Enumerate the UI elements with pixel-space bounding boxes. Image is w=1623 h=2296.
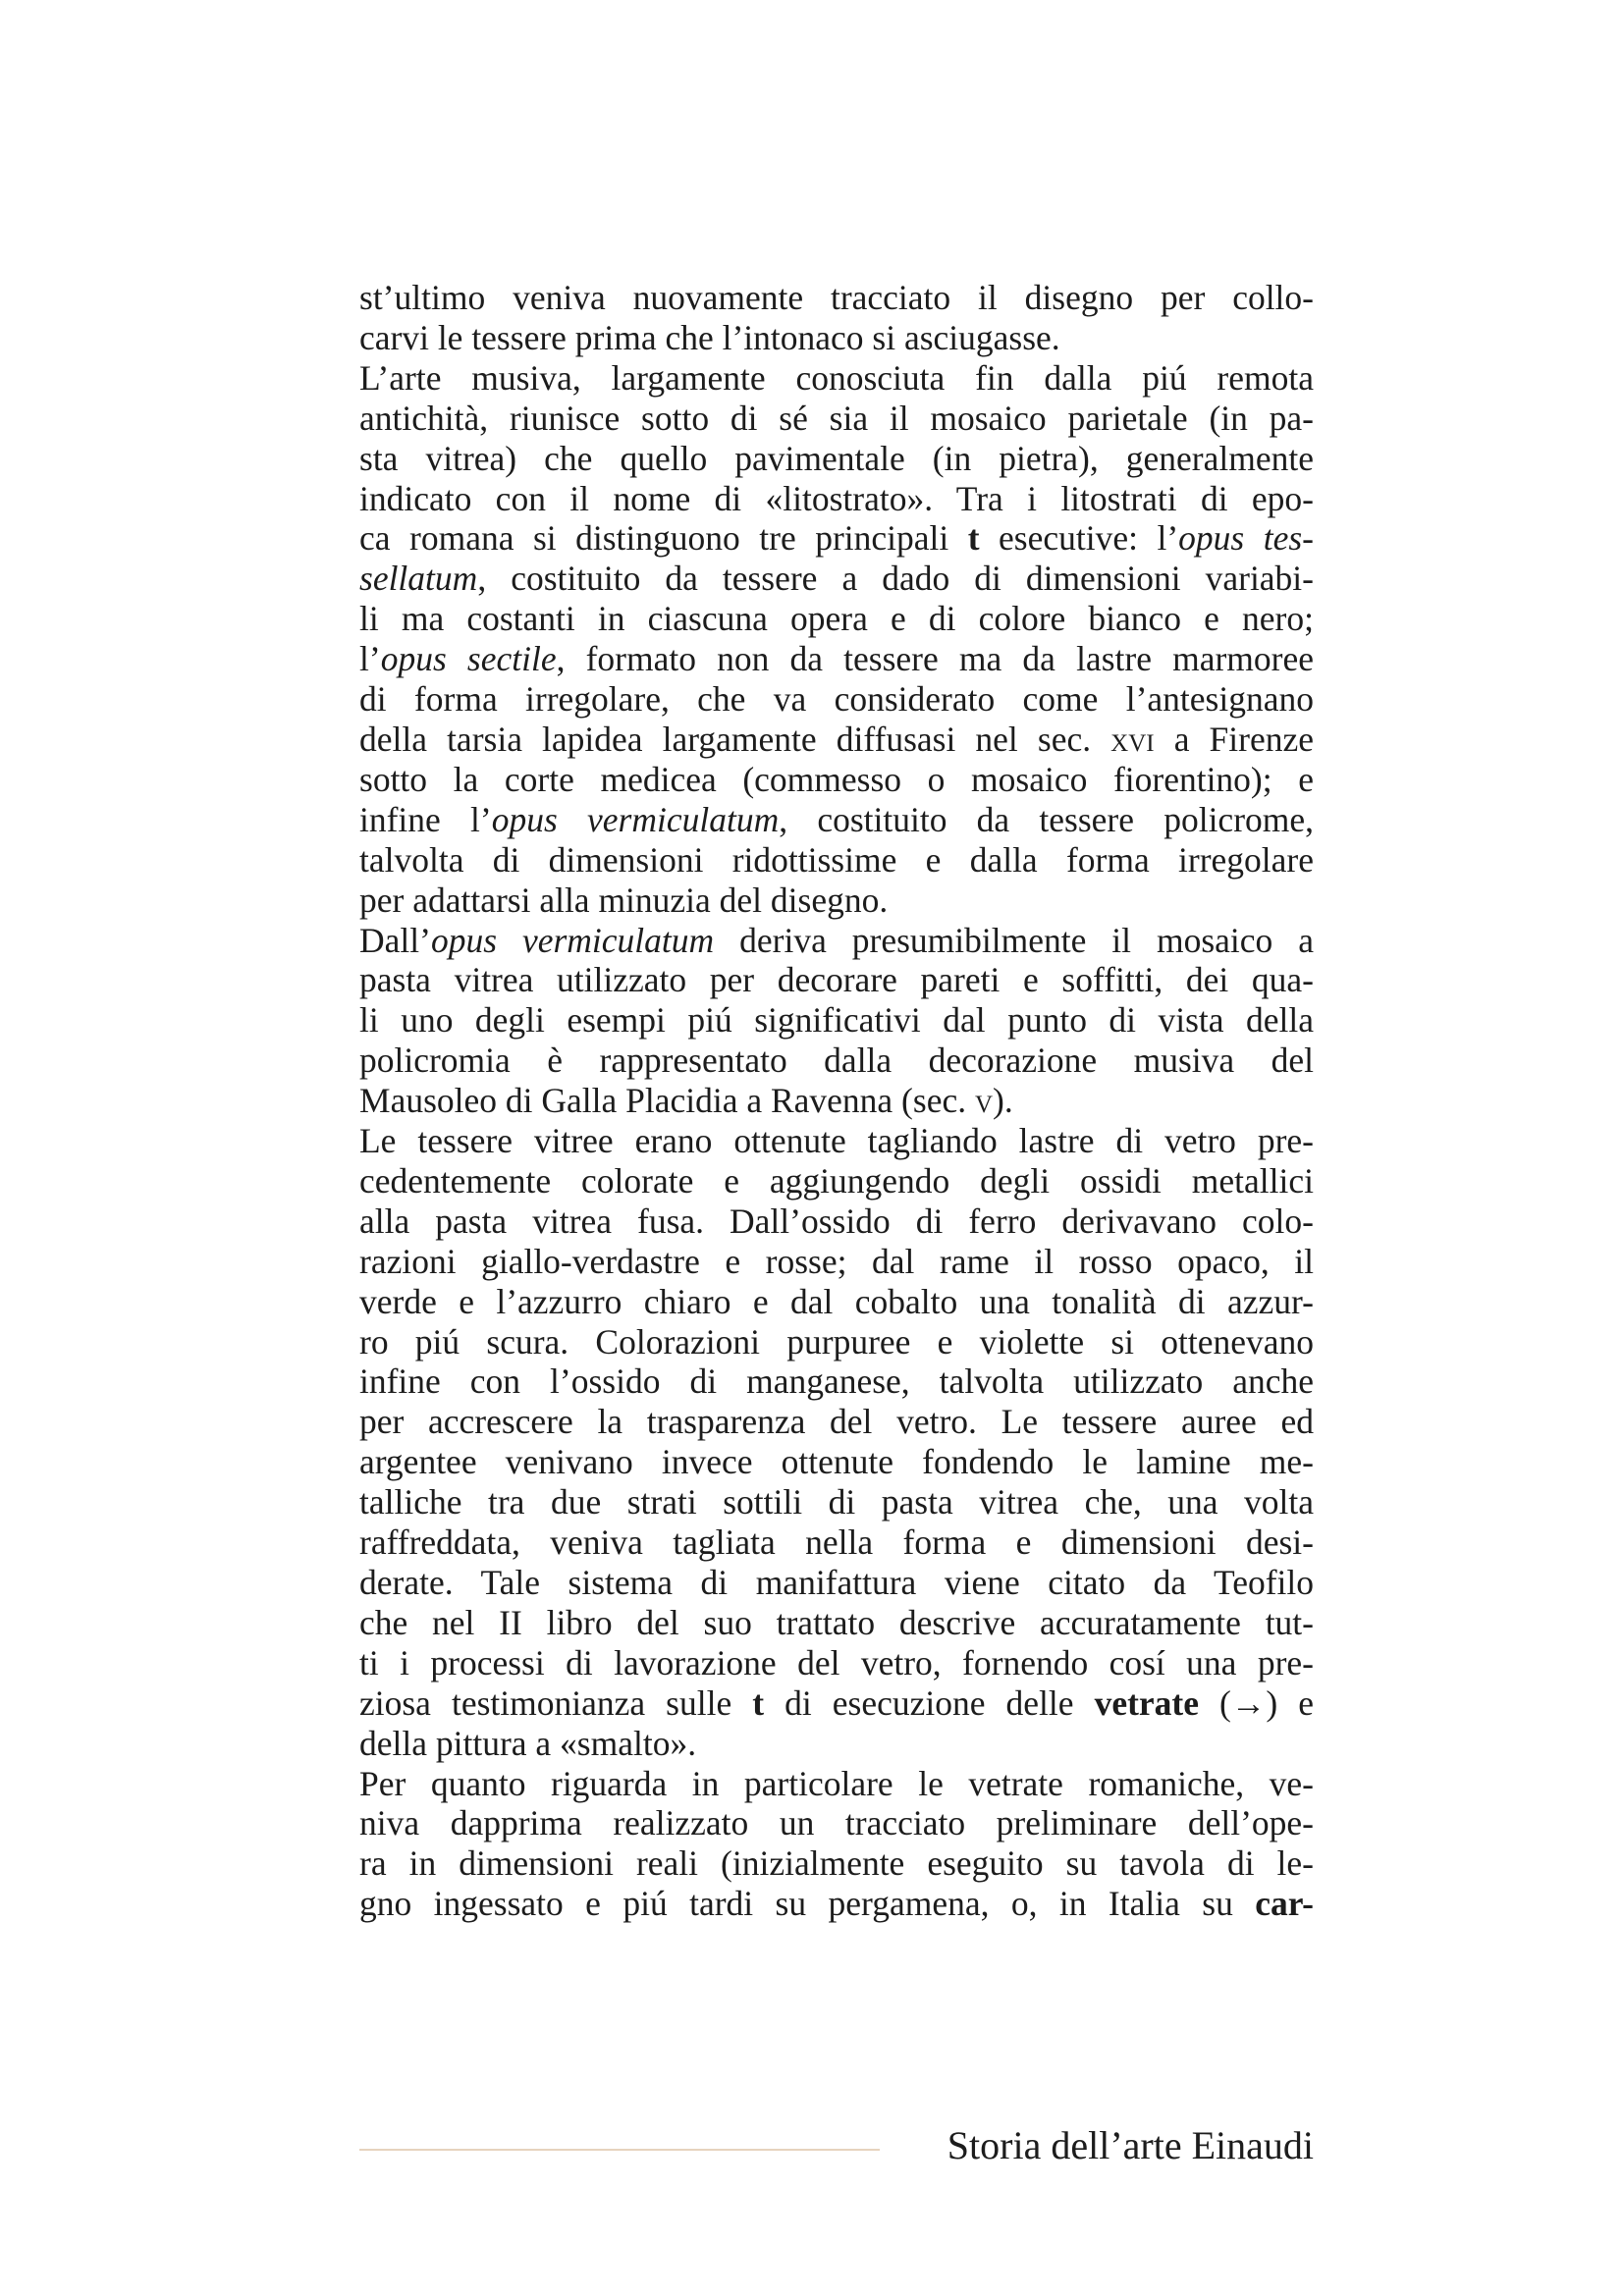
text-run: della tarsia lapidea largamente diffusasi nel sec.	[359, 719, 1111, 759]
text-line	[359, 760, 1314, 800]
text-run: niva dapprima realizzato un tracciato preliminare dell’ope-	[359, 1803, 1314, 1843]
text-line	[359, 881, 1314, 921]
roman-numeral: xvi	[1110, 719, 1155, 759]
italic-term: opus vermiculatum	[491, 799, 780, 839]
text-line	[359, 1041, 1314, 1081]
text-line	[359, 1081, 1314, 1121]
text-line	[359, 720, 1314, 760]
text-run: per adattarsi alla minuzia del disegno.	[359, 880, 889, 920]
text-run: talvolta di dimensioni ridottissime e dalla forma irregolare	[359, 839, 1314, 880]
text-run: sotto la corte medicea (commesso o mosaico fiorentino); e	[359, 759, 1314, 799]
text-run: Mausoleo di Galla Placidia a Ravenna (sec.	[359, 1081, 975, 1121]
text-line	[359, 318, 1314, 358]
text-run: (→) e	[1199, 1682, 1314, 1723]
text-line	[359, 639, 1314, 679]
text-line	[359, 358, 1314, 399]
footer-title: Storia dell’arte Einaudi	[947, 2123, 1314, 2167]
text-run: ).	[993, 1081, 1013, 1121]
text-line	[359, 479, 1314, 519]
text-line	[359, 599, 1314, 639]
text-run: verde e l’azzurro chiaro e dal cobalto una tonalità di azzur-	[359, 1281, 1314, 1321]
text-run: li ma costanti in ciascuna opera e di colore bianco e nero;	[359, 599, 1314, 639]
bold-term: vetrate	[1094, 1682, 1200, 1723]
text-run: sta vitrea) che quello pavimentale (in pietra), generalmente	[359, 438, 1314, 478]
text-line	[359, 1884, 1314, 1924]
text-line	[359, 1402, 1314, 1442]
text-run: , formato non da tessere ma da lastre marmoree	[556, 639, 1314, 679]
text-run: ra in dimensioni reali (inizialmente eseguito su tavola di le-	[359, 1843, 1314, 1884]
text-run: infine con l’ossido di manganese, talvolta utilizzato anche	[359, 1362, 1314, 1402]
text-run: pasta vitrea utilizzato per decorare pareti e soffitti, dei qua-	[359, 960, 1314, 1000]
text-run: che nel II libro del suo trattato descrive accuratamente tut-	[359, 1602, 1314, 1642]
text-run: L’arte musiva, largamente conosciuta fin dalla piú remota	[359, 357, 1314, 398]
text-line	[359, 1362, 1314, 1402]
italic-term: opus vermiculatum	[430, 920, 715, 960]
text-line	[359, 1161, 1314, 1201]
text-line	[359, 1643, 1314, 1683]
text-line	[359, 1603, 1314, 1643]
text-line	[359, 1322, 1314, 1362]
text-run: di forma irregolare, che va considerato come l’antesignano	[359, 679, 1314, 720]
text-run: derate. Tale sistema di manifattura viene citato da Teofilo	[359, 1563, 1314, 1602]
text-run: razioni giallo-verdastre e rosse; dal rame il rosso opaco, il	[359, 1241, 1314, 1281]
text-run: ro piú scura. Colorazioni purpuree e violette si ottenevano	[359, 1321, 1314, 1362]
text-run: raffreddata, veniva tagliata nella forma e dimensioni desi-	[359, 1522, 1314, 1563]
text-run: argentee venivano invece ottenute fondendo le lamine me-	[359, 1442, 1314, 1482]
text-line	[359, 840, 1314, 881]
text-line	[359, 1242, 1314, 1282]
text-run: a Firenze	[1154, 719, 1314, 759]
text-line	[359, 800, 1314, 840]
text-run: cedentemente colorate e aggiungendo degli ossidi metallici	[359, 1160, 1314, 1201]
text-line	[359, 1442, 1314, 1482]
text-run: della pittura a «smalto».	[359, 1723, 697, 1763]
text-line	[359, 1724, 1314, 1764]
text-run: ti i processi di lavorazione del vetro, fornendo cosí una pre-	[359, 1642, 1314, 1682]
text-run: st’ultimo veniva nuovamente tracciato il disegno per collo-	[359, 278, 1314, 317]
text-run: esecutive: l’	[979, 518, 1179, 559]
text-line	[359, 1843, 1314, 1884]
text-run: Le tessere vitree erano ottenute tagliando lastre di vetro pre-	[359, 1121, 1314, 1161]
text-line	[359, 518, 1314, 559]
text-run: Dall’	[359, 920, 431, 960]
bold-term: car-	[1255, 1884, 1314, 1924]
text-line	[359, 439, 1314, 479]
text-line	[359, 1482, 1314, 1522]
text-line	[359, 1000, 1314, 1041]
text-run: li uno degli esempi piú significativi dal punto di vista della	[359, 1000, 1314, 1041]
text-line	[359, 559, 1314, 599]
text-line	[359, 1683, 1314, 1724]
body-text	[359, 278, 1314, 1924]
italic-term: opus sectile	[380, 639, 557, 679]
text-run: l’	[359, 639, 381, 679]
text-line	[359, 278, 1314, 318]
text-line	[359, 921, 1314, 961]
text-run: deriva presumibilmente il mosaico a	[714, 920, 1314, 960]
text-run: ca romana si distinguono tre principali	[359, 518, 968, 559]
text-run: , costituito da tessere policrome,	[779, 799, 1315, 839]
text-line	[359, 1282, 1314, 1322]
text-line	[359, 1201, 1314, 1242]
text-line	[359, 960, 1314, 1000]
text-run: Per quanto riguarda in particolare le vetrate romaniche, ve-	[359, 1763, 1314, 1803]
roman-numeral: v	[974, 1081, 994, 1121]
text-run: antichità, riunisce sotto di sé sia il mosaico parietale (in pa-	[359, 398, 1314, 438]
italic-term: sellatum	[359, 559, 478, 599]
text-run: gno ingessato e piú tardi su pergamena, o, in Italia su	[359, 1884, 1256, 1924]
text-line	[359, 1764, 1314, 1804]
text-line	[359, 1522, 1314, 1563]
text-run: ziosa testimonianza sulle	[359, 1682, 753, 1723]
text-run: carvi le tessere prima che l’intonaco si asciugasse.	[359, 317, 1060, 357]
footer-rule	[359, 2149, 880, 2151]
text-run: , costituito da tessere a dado di dimensioni variabi-	[477, 559, 1314, 599]
text-run: di esecuzione delle	[764, 1682, 1095, 1723]
text-line	[359, 399, 1314, 439]
bold-term: t	[752, 1682, 765, 1723]
italic-term: opus tes-	[1178, 518, 1314, 559]
bold-term: t	[967, 518, 980, 559]
text-run: indicato con il nome di «litostrato». Tra i litostrati di epo-	[359, 478, 1314, 518]
text-line	[359, 679, 1314, 720]
text-run: per accrescere la trasparenza del vetro. Le tessere auree ed	[359, 1402, 1314, 1442]
text-run: alla pasta vitrea fusa. Dall’ossido di ferro derivavano colo-	[359, 1201, 1314, 1241]
text-line	[359, 1563, 1314, 1603]
text-run: policromia è rappresentato dalla decorazione musiva del	[359, 1041, 1314, 1081]
text-run: talliche tra due strati sottili di pasta vitrea che, una volta	[359, 1482, 1314, 1522]
text-run: infine l’	[359, 799, 492, 839]
text-line	[359, 1803, 1314, 1843]
text-line	[359, 1121, 1314, 1161]
